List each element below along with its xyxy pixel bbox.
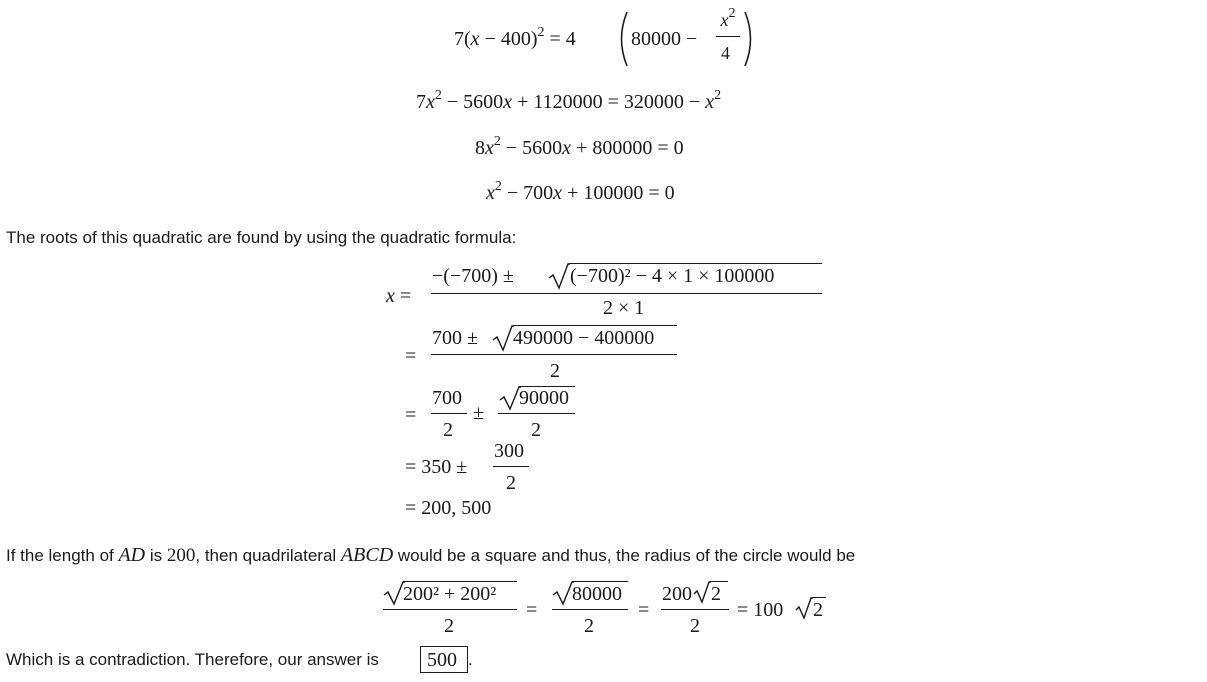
- left-paren-glyph: [614, 10, 630, 68]
- sqrt-glyph: [492, 324, 514, 352]
- radius-f3-num-b: 2: [711, 583, 721, 605]
- paragraph-square-case: [6, 545, 855, 565]
- line1-num-b: (−700)² − 4 × 1 × 100000: [570, 265, 775, 287]
- line3-frac1-bar: [431, 413, 467, 414]
- line2-eq: =: [405, 345, 417, 367]
- line3-frac1-den: 2: [443, 419, 453, 441]
- line1-num-a: −(−700) ±: [432, 265, 514, 287]
- conclusion-period: .: [468, 650, 473, 669]
- line2-frac-bar: [431, 354, 677, 355]
- radius-f3-bar: [661, 609, 729, 610]
- eq1-frac-den: 4: [721, 43, 730, 63]
- radius-eq-2: =: [638, 599, 650, 621]
- line2-num-a: 700 ±: [432, 327, 478, 349]
- line4-den: 2: [506, 472, 516, 494]
- line1-frac-bar: [431, 293, 822, 294]
- length-200: 200: [166, 545, 196, 566]
- eq1-paren-inner: 80000 −: [631, 28, 698, 50]
- sqrt-vinculum: [403, 581, 517, 582]
- radius-f1-den: 2: [444, 615, 454, 637]
- right-paren-glyph: [742, 10, 758, 68]
- sqrt-glyph: [795, 596, 813, 620]
- line4-prefix: = 350 ±: [405, 456, 468, 478]
- line2-num-b: 490000 − 400000: [513, 327, 655, 349]
- line3-eq: =: [405, 404, 417, 426]
- paragraph-conclusion: [6, 651, 379, 668]
- answer-box: [420, 646, 468, 673]
- eq1-frac-num: $x^2$: [720, 6, 736, 30]
- sqrt-vinculum: [569, 263, 822, 264]
- sqrt-vinculum: [513, 325, 677, 326]
- eq1-fraction: [716, 6, 740, 30]
- para2-text-1: If the length of: [6, 546, 119, 565]
- line5-roots: = 200, 500: [405, 497, 492, 519]
- line4-num: 300: [494, 440, 524, 462]
- equation-2: $7x^2 - 5600x + 1120000 = 320000 - x^2$: [416, 88, 722, 113]
- sqrt-vinculum: [710, 581, 728, 582]
- sqrt-glyph: [693, 580, 711, 604]
- sqrt-glyph: [383, 580, 405, 606]
- equation-4: $x^2 - 700x + 100000 = 0$: [486, 179, 675, 204]
- line3-pm: ±: [473, 402, 484, 424]
- paragraph-quadratic-formula: The roots of this quadratic are found by using the quadratic formula:: [6, 228, 517, 247]
- line1-den: 2 × 1: [603, 297, 645, 319]
- conclusion-text: Which is a contradiction. Therefore, our answer is: [6, 650, 379, 669]
- sqrt-vinculum: [572, 581, 628, 582]
- line3-frac2-den: 2: [531, 419, 541, 441]
- line4-frac-bar: [493, 466, 529, 467]
- sqrt-vinculum: [812, 597, 826, 598]
- sqrt-glyph: [499, 385, 521, 411]
- radius-f3-den: 2: [690, 615, 700, 637]
- eq1-lhs: $7(x - 400)^2 = 4$: [454, 25, 576, 50]
- answer-value: 500: [427, 649, 457, 671]
- equation-3: $8x^2 - 5600x + 800000 = 0$: [475, 134, 684, 159]
- line3-frac1-num: 700: [432, 387, 462, 409]
- line3-frac2-num: 90000: [519, 387, 569, 409]
- radius-f1-bar: [383, 609, 517, 610]
- x-equals: x =: [386, 285, 412, 307]
- sqrt-glyph: [552, 580, 574, 606]
- para2-text-4: would be a square and thus, the radius of the circle would be: [393, 546, 856, 565]
- segment-ad: AD: [118, 544, 146, 566]
- sqrt-glyph: [548, 262, 570, 290]
- radius-result-a: = 100: [737, 599, 784, 621]
- line3-frac2-bar: [498, 413, 575, 414]
- radius-f2-den: 2: [584, 615, 594, 637]
- radius-f3-num-a: 200: [662, 583, 692, 605]
- para2-text-2: is: [145, 546, 167, 565]
- para2-text-3: , then quadrilateral: [195, 546, 341, 565]
- radius-f2-bar: [552, 609, 628, 610]
- line2-den: 2: [550, 360, 560, 382]
- radius-result-b: 2: [813, 599, 823, 621]
- radius-f2-num: 80000: [572, 583, 622, 605]
- eq1-frac-bar: [716, 36, 740, 37]
- radius-f1-num: 200² + 200²: [403, 583, 497, 605]
- quadrilateral-abcd: ABCD: [340, 544, 394, 566]
- radius-eq-1: =: [526, 599, 538, 621]
